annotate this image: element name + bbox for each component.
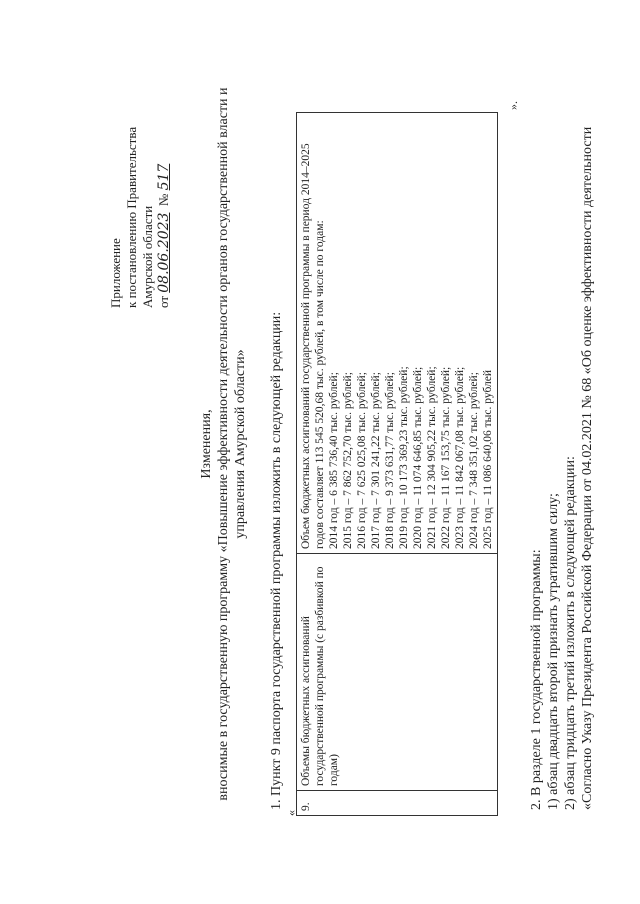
funding-year: 2024 год – 7 348 351,02 тыс. рублей; bbox=[468, 372, 480, 549]
row-label: Объемы бюджетных ассигнований государственной программы (с разбивкой по годам) bbox=[297, 554, 498, 791]
appendix-block bbox=[108, 127, 172, 308]
item-1-text: 1. Пункт 9 паспорта государственной программы изложить в следующей редакции: bbox=[269, 311, 284, 810]
funding-year: 2019 год – 10 173 369,23 тыс. рублей; bbox=[398, 366, 410, 549]
appendix-line-3: Амурской области bbox=[140, 205, 155, 308]
funding-year: 2022 год – 11 167 153,75 тыс. рублей; bbox=[440, 366, 452, 549]
funding-year: 2020 год – 11 074 646,85 тыс. рублей; bbox=[412, 366, 424, 549]
section-2-block bbox=[528, 127, 596, 810]
title-heading: Изменения, bbox=[199, 409, 214, 479]
funding-intro: Объем бюджетных ассигнований государственной программы в период 2014–2025 годов составляет 113 545 520,68 тыс. рублей, в том числе по годам: bbox=[300, 143, 326, 549]
funding-year: 2015 год – 7 862 752,70 тыс. рублей; bbox=[342, 372, 354, 549]
row-number: 9. bbox=[297, 791, 498, 816]
section-2-point-2: 2) абзац тридцать третий изложить в следующей редакции: bbox=[563, 456, 578, 810]
number-prefix: № bbox=[156, 193, 171, 207]
funding-year: 2021 год – 12 304 905,22 тыс. рублей; bbox=[426, 366, 438, 549]
funding-year: 2014 год – 6 385 736,40 тыс. рублей; bbox=[328, 372, 340, 549]
funding-year: 2017 год – 7 301 241,22 тыс. рублей; bbox=[370, 372, 382, 549]
date-prefix: от bbox=[156, 295, 171, 308]
funding-year: 2016 год – 7 625 025,08 тыс. рублей; bbox=[356, 372, 368, 549]
quote-open: « bbox=[284, 810, 298, 816]
passport-table bbox=[296, 112, 498, 816]
funding-year: 2018 год – 9 373 631,77 тыс. рублей; bbox=[384, 372, 396, 549]
section-2-heading: 2. В разделе 1 государственной программы: bbox=[529, 549, 544, 810]
row-value bbox=[297, 113, 498, 554]
title-block bbox=[198, 44, 249, 844]
table-row bbox=[297, 113, 498, 816]
section-2-quote: «Согласно Указу Президента Российской Федерации от 04.02.2021 № 68 «Об оценке эффективности деятельности bbox=[580, 126, 595, 810]
title-line-2: управления Амурской области» bbox=[233, 349, 248, 539]
handwritten-date: 08.06.2023 bbox=[156, 212, 172, 293]
quote-close: ». bbox=[506, 101, 520, 110]
title-line-1: вносимые в государственную программу «Повышение эффективности деятельности органов государственной власти и bbox=[216, 87, 231, 801]
appendix-line-2: к постановлению Правительства bbox=[124, 126, 139, 308]
appendix-date-line bbox=[156, 127, 172, 308]
funding-year: 2025 год – 11 086 640,06 тыс. рублей bbox=[482, 369, 494, 549]
handwritten-number: 517 bbox=[156, 163, 172, 191]
appendix-line-1: Приложение bbox=[108, 238, 123, 308]
section-2-point-1: 1) абзац двадцать второй признать утратившим силу; bbox=[546, 493, 561, 810]
funding-year: 2023 год – 11 842 067,08 тыс. рублей; bbox=[454, 366, 466, 549]
